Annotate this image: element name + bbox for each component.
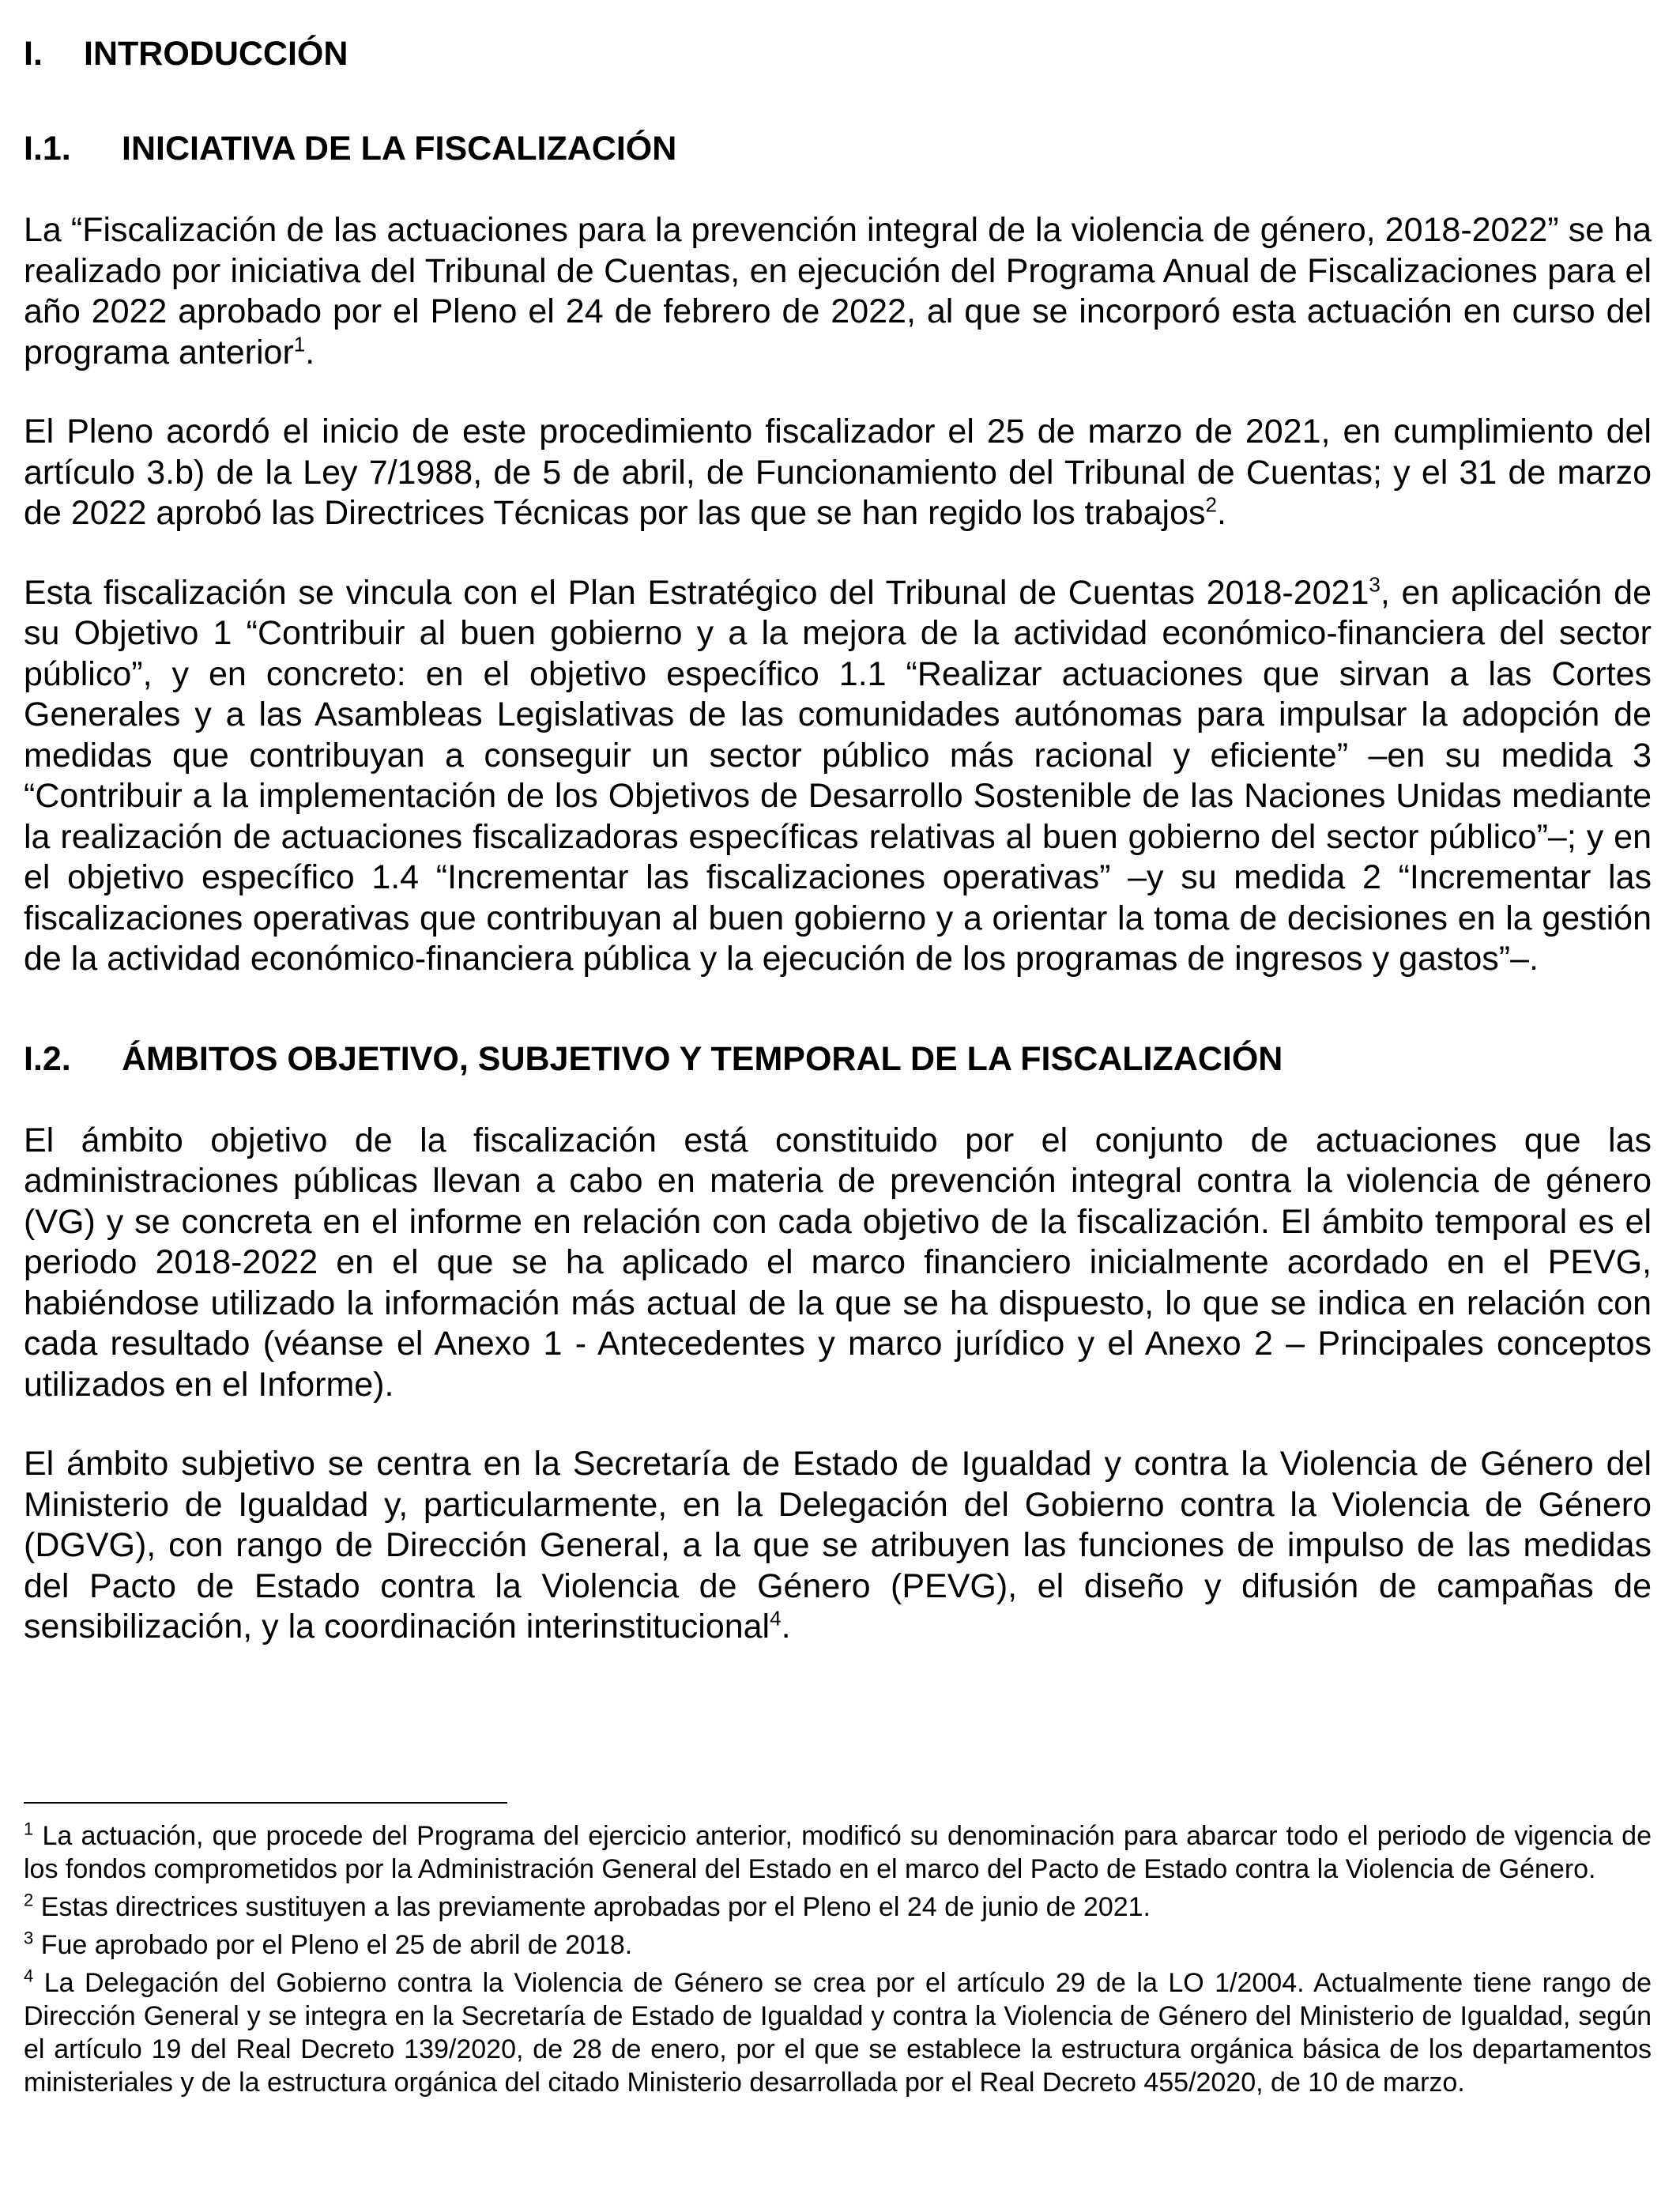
document-page <box>24 32 1652 1687</box>
footnote-3: $^3$ Fue aprobado por el Pleno el 25 de abril de 2018. <box>24 1928 633 1960</box>
paragraph-objective-scope: El ámbito objetivo de la fiscalización está constituido por el conjunto de actuaciones que las administraciones públicas llevan a cabo en materia de prevención integral contra la violencia de género (VG) y se concreta en el informe en relación con cada objetivo de la fiscalización. El ámbito temporal es el periodo 2018-2022 en el que se ha aplicado el marco financiero inicialmente acordado en el PEVG, habiéndose utilizado la información más actual de la que se ha dispuesto, lo que se indica en relación con cada resultado (véanse el Anexo 1 - Antecedentes y marco jurídico y el Anexo 2 – Principales conceptos utilizados en el Informe). <box>24 1121 1652 1404</box>
footnote-ref-2[interactable]: 2 <box>1205 492 1217 517</box>
footnote-4: $^4$ La Delegación del Gobierno contra la Violencia de Género se crea por el artículo 29 de la LO 1/2004. Actualmente tiene rango de Dirección General y se integra en la Secretaría de Estado de Igualdad y contra la Violencia de Género del Ministerio de Igualdad, según el artículo 19 del Real Decreto 139/2020, de 28 de enero, por el que se establece la estructura orgánica básica de los departamentos ministeriales y de la estructura orgánica del citado Ministerio desarrollada por el Real Decreto 455/2020, de 10 de marzo. <box>24 1966 1652 2098</box>
footnotes <box>24 1819 1652 2104</box>
footnote-ref-4[interactable]: 4 <box>770 1606 782 1630</box>
subsection-heading-1 <box>24 126 1652 171</box>
section-number: I. <box>24 35 43 73</box>
section-title: INTRODUCCIÓN <box>84 35 348 73</box>
section-heading <box>24 32 1652 76</box>
footnote-separator <box>24 1802 507 1804</box>
subsection-heading-2 <box>24 1037 1652 1081</box>
subsection-number-1: I.1. <box>24 130 71 168</box>
footnote-ref-3[interactable]: 3 <box>1369 572 1381 597</box>
paragraph-pleno: El Pleno acordó el inicio de este procedimiento fiscalizador el 25 de marzo de 2021, en cumplimiento del artículo 3.b) de la Ley 7/1988, de 5 de abril, de Funcionamiento del Tribunal de Cuentas; y el 31 de marzo de 2022 aprobó las Directrices Técnicas por las que se han regido los trabajos$^2$. <box>24 413 1652 532</box>
subsection-number-2: I.2. <box>24 1039 71 1078</box>
footnote-ref-1[interactable]: 1 <box>293 332 306 356</box>
paragraph-strategic-plan: Esta fiscalización se vincula con el Plan Estratégico del Tribunal de Cuentas 2018-2021$^3$, en aplicación de su Objetivo 1 “Contribuir al buen gobierno y a la mejora de la actividad económico-financiera del sector público”, y en concreto: en el objetivo específico 1.1 “Realizar actuaciones que sirvan a las Cortes Generales y a las Asambleas Legislativas de las comunidades autónomas para impulsar la adopción de medidas que contribuyan a conseguir un sector público más racional y eficiente” –en su medida 3 “Contribuir a la implementación de los Objetivos de Desarrollo Sostenible de las Naciones Unidas mediante la realización de actuaciones fiscalizadoras específicas relativas al buen gobierno del sector público”–; y en el objetivo específico 1.4 “Incrementar las fiscalizaciones operativas” –y su medida 2 “Incrementar las fiscalizaciones operativas que contribuyan al buen gobierno y a orientar la toma de decisiones en la gestión de la actividad económico-financiera pública y la ejecución de los programas de ingresos y gastos”–. <box>24 572 1652 978</box>
paragraph-initiative: La “Fiscalización de las actuaciones para la prevención integral de la violencia de género, 2018-2022” se ha realizado por iniciativa del Tribunal de Cuentas, en ejecución del Programa Anual de Fiscalizaciones para el año 2022 aprobado por el Pleno el 24 de febrero de 2022, al que se incorporó esta actuación en curso del programa anterior$^1$. <box>24 211 1652 371</box>
subsection-title-2: ÁMBITOS OBJETIVO, SUBJETIVO Y TEMPORAL DE LA FISCALIZACIÓN <box>122 1039 1283 1078</box>
subsection-title-1: INICIATIVA DE LA FISCALIZACIÓN <box>122 130 677 168</box>
footnote-2: $^2$ Estas directrices sustituyen a las previamente aprobadas por el Pleno el 24 de junio de 2021. <box>24 1890 1151 1922</box>
paragraph-subjective-scope: El ámbito subjetivo se centra en la Secretaría de Estado de Igualdad y contra la Violencia de Género del Ministerio de Igualdad y, particularmente, en la Delegación del Gobierno contra la Violencia de Género (DGVG), con rango de Dirección General, a la que se atribuyen las funciones de impulso de las medidas del Pacto de Estado contra la Violencia de Género (PEVG), el diseño y difusión de campañas de sensibilización, y la coordinación interinstitucional$^4$. <box>24 1445 1652 1646</box>
footnote-1: $^1$ La actuación, que procede del Programa del ejercicio anterior, modificó su denominación para abarcar todo el periodo de vigencia de los fondos comprometidos por la Administración General del Estado en el marco del Pacto de Estado contra la Violencia de Género. <box>24 1819 1652 1884</box>
